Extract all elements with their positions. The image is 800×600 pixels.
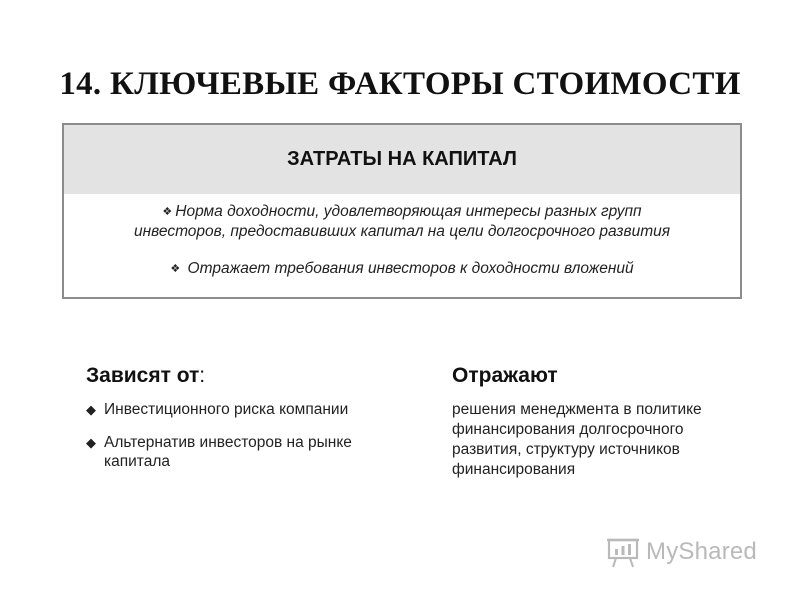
list-item-text — [104, 400, 348, 419]
box-header: ЗАТРАТЫ НА КАПИТАЛ — [64, 125, 740, 194]
diamond-bullet-icon: ❖ — [170, 263, 181, 275]
heading-colon: : — [199, 364, 206, 387]
diamond-bullet-icon: ❖ — [162, 206, 173, 218]
reflects-text — [452, 400, 762, 480]
depends-on-heading-text: Зависят от — [86, 364, 200, 387]
box-bullet-1 — [64, 202, 740, 242]
list-item-line: Инвестиционного риска компании — [104, 401, 349, 418]
list-item-text — [104, 433, 352, 471]
cost-of-capital-box — [62, 123, 742, 299]
box-bullet-1-line-1: Норма доходности, удовлетворяющая интересы разных групп — [175, 203, 642, 220]
watermark-logo — [606, 536, 757, 568]
box-bullet-1-line-2: инвесторов, предоставивших капитал на цели долгосрочного развития — [133, 223, 671, 240]
reflects-line: финансирования — [452, 461, 576, 478]
reflects-heading: Отражают — [452, 364, 558, 387]
depends-on-heading — [86, 364, 416, 388]
reflects-line: финансирования долгосрочного — [452, 421, 684, 438]
slide-title: 14. КЛЮЧЕВЫЕ ФАКТОРЫ СТОИМОСТИ — [59, 66, 741, 102]
reflects-column — [452, 364, 762, 480]
reflects-line: решения менеджмента в политике — [452, 401, 702, 418]
list-item-line: капитала — [104, 453, 171, 470]
presentation-board-icon — [606, 536, 640, 568]
watermark-text: MyShared — [646, 538, 757, 565]
diamond-solid-bullet-icon: ◆ — [86, 402, 96, 417]
diamond-solid-bullet-icon: ◆ — [86, 435, 96, 450]
box-body — [64, 194, 740, 279]
box-bullet-2-line-1: Отражает требования инвесторов к доходности вложений — [187, 260, 634, 277]
list-item-line: Альтернатив инвесторов на рынке — [104, 434, 352, 451]
list-item — [86, 433, 416, 471]
box-bullet-2 — [64, 259, 740, 279]
reflects-line: развития, структуру источников — [452, 441, 680, 458]
list-item — [86, 400, 416, 419]
depends-on-column — [86, 364, 416, 485]
